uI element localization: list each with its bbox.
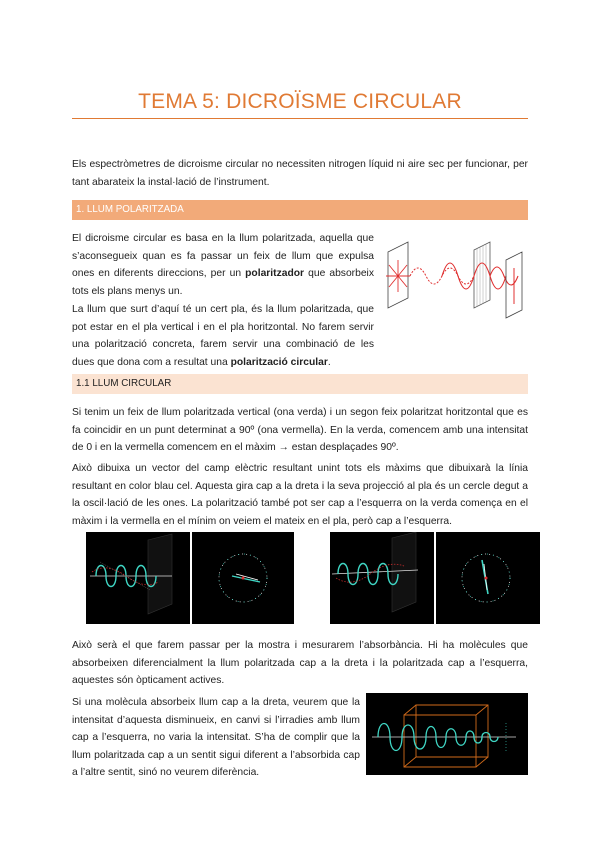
section-heading-text: 1.1 LLUM CIRCULAR bbox=[76, 378, 172, 389]
section11-paragraph-1: Si tenim un feix de llum polaritzada vertical (ona verda) i un segon feix polaritzat horitzontal que es fa coincidir en un punt determinat a 90º (ona vermella). En la verda, comencem amb una intensitat de 0 i en la vermella comencem en el màxim → estan desplaçades 90º. bbox=[72, 407, 528, 453]
bold-term-circular-polarization: polarització circular bbox=[230, 356, 328, 368]
polarizer-wave-figure bbox=[380, 238, 530, 330]
section11-paragraph-3: Això serà el que farem passar per la mostra i mesurarem l’absorbància. Hi ha molècules que absorbeixen diferencialment la llum polaritzada cap a la dreta i la polaritzada cap a l’esquerra, aquestes són òpticament actives. bbox=[72, 640, 528, 686]
section11-paragraph-2: Això dibuixa un vector del camp elèctric resultant unint tots els màxims que dibuixarà la línia resultant en color blau cel. Aquesta gira cap a la dreta i la seva projecció al pla és un cercle degut a la oscil·lació de les ones. La polarització també pot ser cap a l’esquerra on la verda comença en el màxim i la vermella en el mínim on veiem el mateix en el pla, però cap a l’esquerra. bbox=[72, 463, 528, 527]
intro-paragraph: Els espectròmetres de dicroisme circular no necessiten nitrogen líquid ni aire sec per funcionar, per tant abarateix la instal·lació de l’instrument. bbox=[72, 159, 528, 188]
section-heading-polarized-light bbox=[72, 200, 528, 220]
section1-paragraph-1: El dicroisme circular es basa en la llum polaritzada, aquella que s’aconsegueix quan es fa passar un feix de llum que expulsa ones en diferents direccions, per un polaritzador que absorbeix tots els plans menys un. bbox=[72, 233, 374, 297]
absorbing-sample-figure bbox=[366, 693, 528, 775]
page-title: TEMA 5: DICROÏSME CIRCULAR bbox=[138, 90, 462, 113]
left-circular-helix-panel bbox=[330, 532, 434, 624]
section-heading-circular-light bbox=[72, 374, 528, 394]
right-circular-projection-panel bbox=[192, 532, 294, 624]
section1-paragraph-2: La llum que surt d’aquí té un cert pla, és la llum polaritzada, que pot estar en el pla vertical i en el pla horitzontal. No farem servir una polarització concreta, farem servir una combinació de les dues que dona com a resultat una polarització circular. bbox=[72, 304, 374, 368]
section11-paragraph-4: Si una molècula absorbeix llum cap a la dreta, veurem que la intensitat d’aquesta disminueix, en canvi si l’irradies amb llum cap a l’esquerra, no varia la intensitat. S’ha de complir que la llum polaritzada cap a un sentit sigui diferent a l’absorbida cap a l’altre sentit, sinó no veurem diferència. bbox=[72, 697, 360, 778]
right-circular-helix-panel bbox=[86, 532, 190, 624]
left-circular-projection-panel bbox=[436, 532, 540, 624]
section-heading-text: 1. LLUM POLARITZADA bbox=[76, 204, 184, 215]
title-underline bbox=[72, 118, 528, 119]
bold-term-polarizer: polaritzador bbox=[245, 268, 305, 279]
